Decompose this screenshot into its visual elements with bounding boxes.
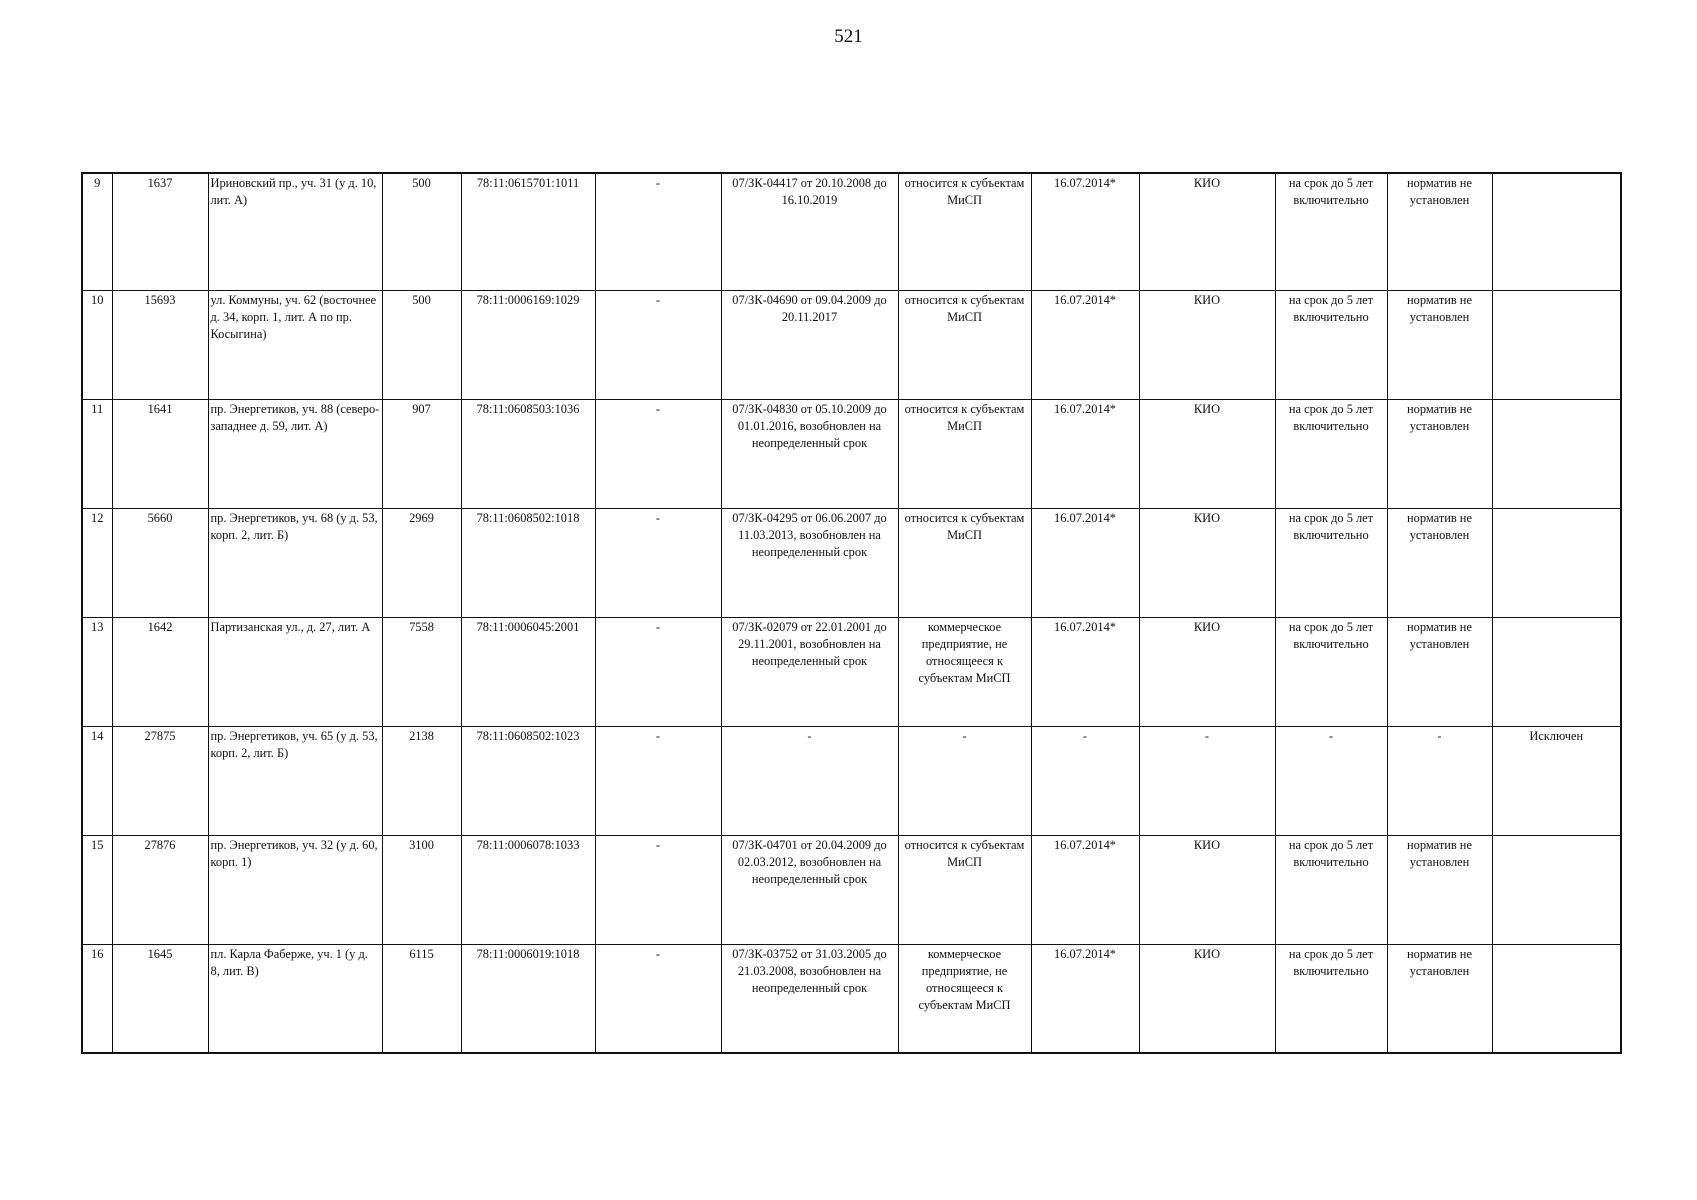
contract-cell: 07/ЗК-04701 от 20.04.2009 до 02.03.2012, возобновлен на неопределенный срок [721, 835, 898, 944]
norm-cell: норматив не установлен [1387, 835, 1492, 944]
organization-cell: КИО [1139, 617, 1275, 726]
category-cell: относится к субъектам МиСП [898, 508, 1031, 617]
row-number-cell: 14 [82, 726, 112, 835]
area-cell: 2969 [382, 508, 461, 617]
date-cell: 16.07.2014* [1031, 173, 1139, 290]
table-row [82, 835, 1621, 944]
term-cell: на срок до 5 лет включительно [1275, 508, 1387, 617]
contract-cell: - [721, 726, 898, 835]
area-cell: 2138 [382, 726, 461, 835]
object-id-cell: 1642 [112, 617, 208, 726]
address-cell: пр. Энергетиков, уч. 88 (северо-западнее д. 59, лит. А) [208, 399, 382, 508]
organization-cell: КИО [1139, 508, 1275, 617]
cadastral-number-cell: 78:11:0006078:1033 [461, 835, 595, 944]
term-cell: на срок до 5 лет включительно [1275, 173, 1387, 290]
term-cell: на срок до 5 лет включительно [1275, 835, 1387, 944]
note-cell [1492, 617, 1621, 726]
object-id-cell: 5660 [112, 508, 208, 617]
organization-cell: - [1139, 726, 1275, 835]
contract-cell: 07/ЗК-02079 от 22.01.2001 до 29.11.2001, возобновлен на неопределенный срок [721, 617, 898, 726]
contract-cell: 07/ЗК-03752 от 31.03.2005 до 21.03.2008, возобновлен на неопределенный срок [721, 944, 898, 1053]
object-id-cell: 1641 [112, 399, 208, 508]
address-cell: пр. Энергетиков, уч. 68 (у д. 53, корп. 2, лит. Б) [208, 508, 382, 617]
table-row [82, 173, 1621, 290]
category-cell: коммерческое предприятие, не относящееся к субъектам МиСП [898, 617, 1031, 726]
organization-cell: КИО [1139, 399, 1275, 508]
term-cell: на срок до 5 лет включительно [1275, 617, 1387, 726]
address-cell: пр. Энергетиков, уч. 65 (у д. 53, корп. 2, лит. Б) [208, 726, 382, 835]
note-cell [1492, 944, 1621, 1053]
address-cell: пр. Энергетиков, уч. 32 (у д. 60, корп. 1) [208, 835, 382, 944]
norm-cell: норматив не установлен [1387, 290, 1492, 399]
note-cell [1492, 508, 1621, 617]
contract-cell: 07/ЗК-04830 от 05.10.2009 до 01.01.2016, возобновлен на неопределенный срок [721, 399, 898, 508]
row-number-cell: 11 [82, 399, 112, 508]
row-number-cell: 15 [82, 835, 112, 944]
norm-cell: норматив не установлен [1387, 944, 1492, 1053]
area-cell: 3100 [382, 835, 461, 944]
date-cell: - [1031, 726, 1139, 835]
area-cell: 7558 [382, 617, 461, 726]
table-row [82, 726, 1621, 835]
date-cell: 16.07.2014* [1031, 290, 1139, 399]
object-id-cell: 27876 [112, 835, 208, 944]
object-id-cell: 1637 [112, 173, 208, 290]
contract-cell: 07/ЗК-04417 от 20.10.2008 до 16.10.2019 [721, 173, 898, 290]
row-number-cell: 12 [82, 508, 112, 617]
area-cell: 500 [382, 173, 461, 290]
cadastral-number-cell: 78:11:0608502:1018 [461, 508, 595, 617]
cadastral-number-cell: 78:11:0006019:1018 [461, 944, 595, 1053]
table-row [82, 508, 1621, 617]
note-cell [1492, 173, 1621, 290]
cadastral-number-cell: 78:11:0006045:2001 [461, 617, 595, 726]
object-id-cell: 1645 [112, 944, 208, 1053]
table-row [82, 944, 1621, 1053]
norm-cell: норматив не установлен [1387, 173, 1492, 290]
date-cell: 16.07.2014* [1031, 944, 1139, 1053]
cadastral-number-cell: 78:11:0608502:1023 [461, 726, 595, 835]
cadastral-number-cell: 78:11:0006169:1029 [461, 290, 595, 399]
category-cell: коммерческое предприятие, не относящееся к субъектам МиСП [898, 944, 1031, 1053]
term-cell: на срок до 5 лет включительно [1275, 399, 1387, 508]
term-cell: - [1275, 726, 1387, 835]
contract-cell: 07/ЗК-04690 от 09.04.2009 до 20.11.2017 [721, 290, 898, 399]
column-6-cell: - [595, 173, 721, 290]
date-cell: 16.07.2014* [1031, 399, 1139, 508]
category-cell: относится к субъектам МиСП [898, 290, 1031, 399]
column-6-cell: - [595, 835, 721, 944]
date-cell: 16.07.2014* [1031, 835, 1139, 944]
column-6-cell: - [595, 617, 721, 726]
norm-cell: - [1387, 726, 1492, 835]
address-cell: ул. Коммуны, уч. 62 (восточнее д. 34, корп. 1, лит. А по пр. Косыгина) [208, 290, 382, 399]
note-cell [1492, 835, 1621, 944]
norm-cell: норматив не установлен [1387, 617, 1492, 726]
norm-cell: норматив не установлен [1387, 399, 1492, 508]
column-6-cell: - [595, 290, 721, 399]
norm-cell: норматив не установлен [1387, 508, 1492, 617]
date-cell: 16.07.2014* [1031, 508, 1139, 617]
note-cell: Исключен [1492, 726, 1621, 835]
object-id-cell: 27875 [112, 726, 208, 835]
table-body [82, 173, 1621, 1053]
column-6-cell: - [595, 508, 721, 617]
row-number-cell: 10 [82, 290, 112, 399]
table-row [82, 399, 1621, 508]
cadastral-number-cell: 78:11:0615701:1011 [461, 173, 595, 290]
organization-cell: КИО [1139, 290, 1275, 399]
column-6-cell: - [595, 399, 721, 508]
date-cell: 16.07.2014* [1031, 617, 1139, 726]
column-6-cell: - [595, 726, 721, 835]
category-cell: относится к субъектам МиСП [898, 173, 1031, 290]
term-cell: на срок до 5 лет включительно [1275, 944, 1387, 1053]
address-cell: Партизанская ул., д. 27, лит. А [208, 617, 382, 726]
contract-cell: 07/ЗК-04295 от 06.06.2007 до 11.03.2013, возобновлен на неопределенный срок [721, 508, 898, 617]
cadastral-number-cell: 78:11:0608503:1036 [461, 399, 595, 508]
address-cell: Ириновский пр., уч. 31 (у д. 10, лит. А) [208, 173, 382, 290]
area-cell: 6115 [382, 944, 461, 1053]
object-id-cell: 15693 [112, 290, 208, 399]
table-row [82, 290, 1621, 399]
page-number: 521 [834, 26, 863, 47]
organization-cell: КИО [1139, 835, 1275, 944]
organization-cell: КИО [1139, 173, 1275, 290]
row-number-cell: 13 [82, 617, 112, 726]
area-cell: 500 [382, 290, 461, 399]
term-cell: на срок до 5 лет включительно [1275, 290, 1387, 399]
note-cell [1492, 399, 1621, 508]
row-number-cell: 16 [82, 944, 112, 1053]
organization-cell: КИО [1139, 944, 1275, 1053]
category-cell: относится к субъектам МиСП [898, 835, 1031, 944]
registry-table [81, 172, 1622, 1054]
address-cell: пл. Карла Фаберже, уч. 1 (у д. 8, лит. В) [208, 944, 382, 1053]
column-6-cell: - [595, 944, 721, 1053]
category-cell: - [898, 726, 1031, 835]
area-cell: 907 [382, 399, 461, 508]
note-cell [1492, 290, 1621, 399]
table-row [82, 617, 1621, 726]
category-cell: относится к субъектам МиСП [898, 399, 1031, 508]
row-number-cell: 9 [82, 173, 112, 290]
